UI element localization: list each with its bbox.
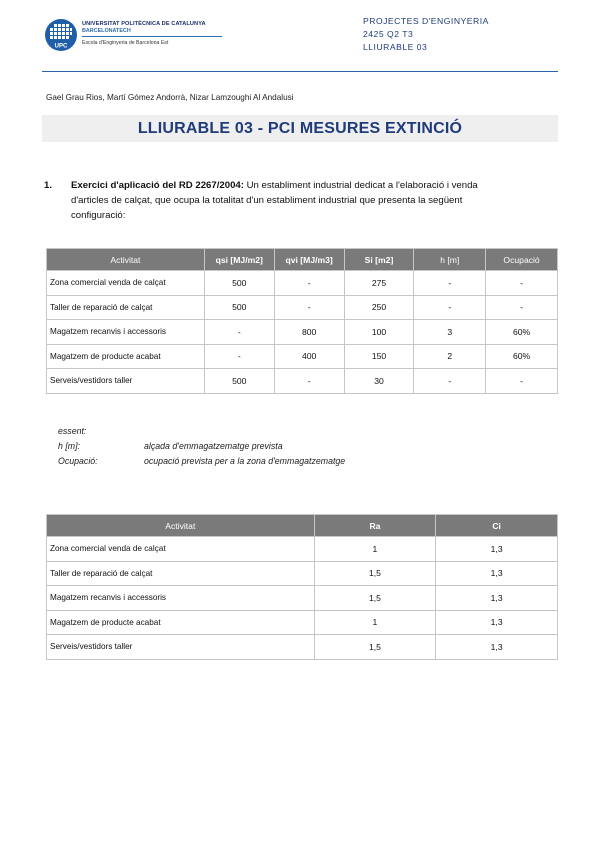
exercise-line1: Un establiment industrial dedicat a l'elaboració i venda (243, 180, 478, 191)
table-cell: - (486, 295, 558, 320)
title-band (42, 115, 558, 142)
authors: Gael Grau Rios, Martí Gómez Andorrà, Nizar Lamzoughi Al Andalusi (46, 93, 294, 102)
column-header: h [m] (414, 249, 486, 271)
column-header: Ocupació (486, 249, 558, 271)
table-cell: 3 (414, 320, 486, 345)
table-cell: - (486, 271, 558, 296)
column-header: qvi [MJ/m3] (274, 249, 344, 271)
table-cell: - (414, 369, 486, 394)
table-cell: 1,3 (436, 635, 558, 660)
logo-text: UPC (54, 43, 68, 50)
table-cell: 800 (274, 320, 344, 345)
table-cell: 1,5 (314, 561, 436, 586)
table-row (47, 271, 558, 296)
column-header: Si [m2] (344, 249, 414, 271)
table-cell: - (274, 271, 344, 296)
exercise-number: 1. (44, 180, 53, 191)
table-cell: - (486, 369, 558, 394)
table-cell: 250 (344, 295, 414, 320)
table-cell: Magatzem recanvis i accessoris (47, 586, 315, 611)
table-row (47, 344, 558, 369)
school-name: Escola d'Enginyeria de Barcelona Est (82, 40, 169, 46)
table-cell: 60% (486, 344, 558, 369)
table-cell: Taller de reparació de calçat (47, 295, 205, 320)
exercise-line2: d'articles de calçat, que ocupa la totalitat d'un establiment industrial que presenta la següent (71, 195, 463, 206)
table-cell: 30 (344, 369, 414, 394)
table-cell: - (414, 295, 486, 320)
table-row (47, 635, 558, 660)
upc-logo-icon (45, 19, 77, 51)
legend-value: alçada d'emmagatzematge prevista (144, 441, 283, 451)
legend-value: ocupació prevista per a la zona d'emmagatzematge (144, 456, 346, 466)
column-header: Activitat (47, 515, 315, 537)
table-cell: Taller de reparació de calçat (47, 561, 315, 586)
table-cell: Magatzem de producte acabat (47, 610, 315, 635)
university-line1: UNIVERSITAT POLITÈCNICA DE CATALUNYA (82, 21, 206, 27)
university-line2: BARCELONATECH (82, 28, 131, 34)
table-cell: 1,3 (436, 610, 558, 635)
table-cell: 1 (314, 610, 436, 635)
table-cell: 1,3 (436, 537, 558, 562)
exercise-line3: configuració: (71, 210, 126, 221)
table-row (47, 320, 558, 345)
table-cell: Zona comercial venda de calçat (47, 537, 315, 562)
table-row (47, 295, 558, 320)
term-line: 2425 Q2 T3 (363, 29, 414, 39)
exercise-lead: Exercici d'aplicació del RD 2267/2004: (71, 180, 244, 191)
column-header: qsi [MJ/m2] (204, 249, 274, 271)
course-info (363, 15, 489, 54)
table-cell: 500 (204, 295, 274, 320)
table-cell: 100 (344, 320, 414, 345)
table-cell: 2 (414, 344, 486, 369)
table-cell: 275 (344, 271, 414, 296)
table-cell: 1 (314, 537, 436, 562)
legend-key: h [m]: (58, 441, 80, 451)
header-divider (42, 71, 558, 72)
activities-table (46, 248, 558, 394)
table-row (47, 561, 558, 586)
page-header (0, 0, 600, 76)
column-header: Ci (436, 515, 558, 537)
table-cell: 1,3 (436, 561, 558, 586)
table-row (47, 537, 558, 562)
table-cell: Zona comercial venda de calçat (47, 271, 205, 296)
table-cell: 400 (274, 344, 344, 369)
legend-intro: essent: (58, 426, 87, 436)
table-cell: 150 (344, 344, 414, 369)
table-cell: 500 (204, 369, 274, 394)
table-cell: - (204, 320, 274, 345)
table-row (47, 610, 558, 635)
table-cell: Serveis/vestidors taller (47, 635, 315, 660)
column-header: Activitat (47, 249, 205, 271)
table-cell: 1,5 (314, 586, 436, 611)
table-row (47, 369, 558, 394)
table-cell: 1,5 (314, 635, 436, 660)
exercise-statement (44, 178, 564, 223)
table-cell: - (274, 369, 344, 394)
table-cell: - (414, 271, 486, 296)
table-header-row (47, 515, 558, 537)
table-cell: 1,3 (436, 586, 558, 611)
table-row (47, 586, 558, 611)
university-name (82, 21, 232, 46)
page-title: LLIURABLE 03 - PCI MESURES EXTINCIÓ (137, 120, 463, 137)
table-cell: Serveis/vestidors taller (47, 369, 205, 394)
risk-coefficients-table (46, 514, 558, 660)
deliverable-line: LLIURABLE 03 (363, 42, 428, 52)
table-cell: 60% (486, 320, 558, 345)
table-header-row (47, 249, 558, 271)
legend-key: Ocupació: (58, 456, 98, 466)
course-line: PROJECTES D'ENGINYERIA (363, 16, 489, 26)
table-cell: - (204, 344, 274, 369)
table-cell: 500 (204, 271, 274, 296)
column-header: Ra (314, 515, 436, 537)
table-cell: Magatzem de producte acabat (47, 344, 205, 369)
table-cell: - (274, 295, 344, 320)
table-cell: Magatzem recanvis i accessoris (47, 320, 205, 345)
